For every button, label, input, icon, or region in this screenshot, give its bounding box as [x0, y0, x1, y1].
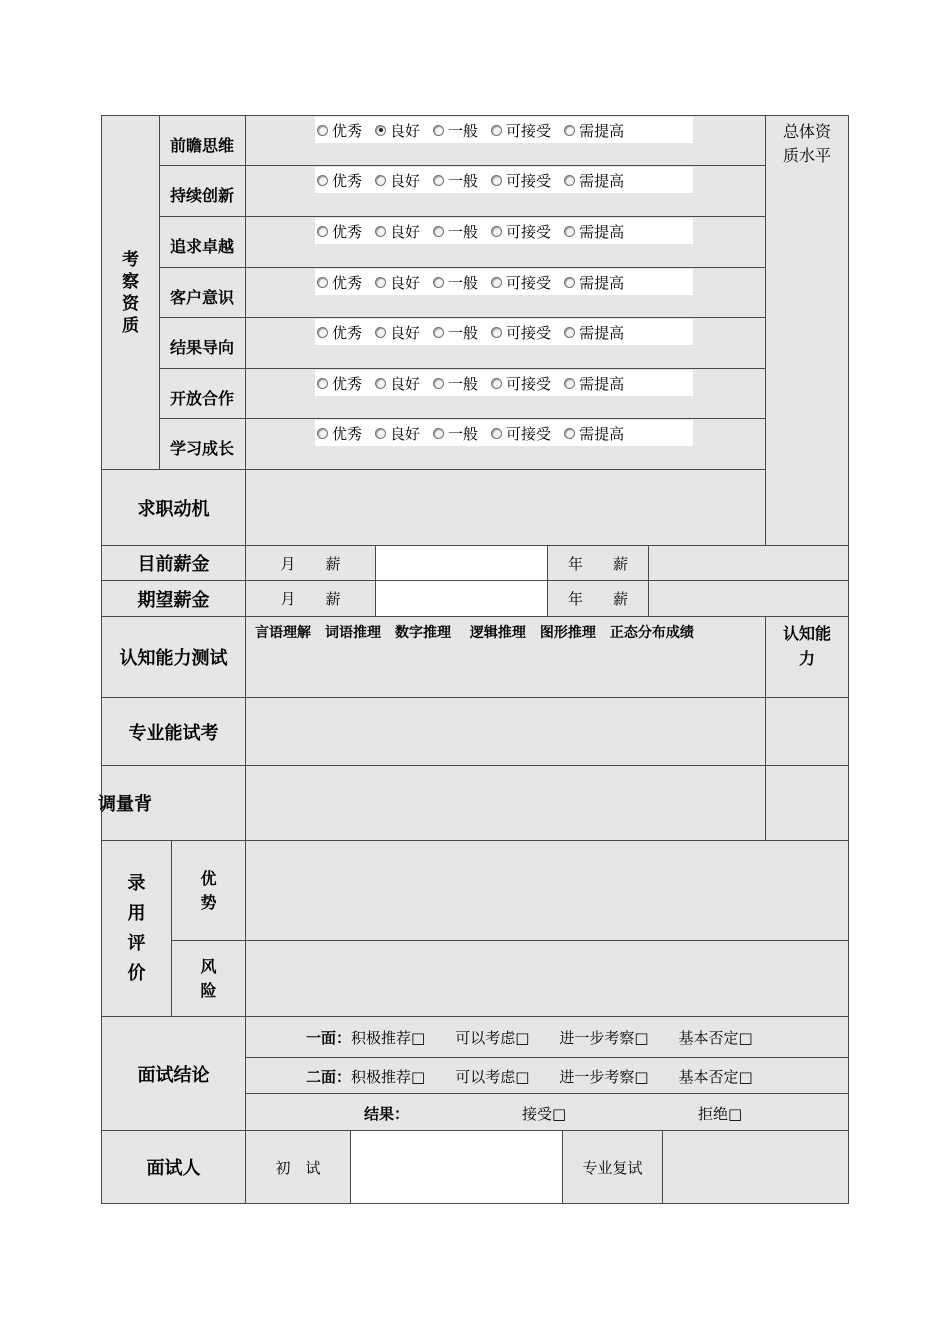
rating-option-label: 需提高 [579, 121, 625, 140]
rating-option[interactable] [433, 322, 478, 343]
rating-radio-group [315, 167, 693, 193]
quality-item-label: 客户意识 [159, 267, 246, 319]
radio-button-icon[interactable] [317, 428, 328, 439]
result-prefix: 结果： [364, 1105, 410, 1123]
rating-option-label: 优秀 [332, 171, 363, 190]
conclusion-label: 面试结论 [101, 1016, 246, 1131]
rating-option[interactable] [564, 423, 624, 444]
rating-option-label: 一般 [448, 273, 479, 292]
rating-option[interactable] [491, 120, 551, 141]
overall-quality-label: 总体资质水平 [782, 122, 831, 165]
rating-option[interactable] [491, 272, 551, 293]
rating-option-label: 可接受 [506, 323, 552, 342]
current-yearly-input[interactable] [648, 545, 849, 581]
vertical-char: 用 [127, 902, 146, 924]
rating-option-label: 良好 [390, 374, 421, 393]
radio-button-icon[interactable] [564, 378, 575, 389]
background-check-label: 调量背 [98, 794, 152, 815]
radio-button-icon[interactable] [564, 175, 575, 186]
radio-button-icon[interactable] [491, 226, 502, 237]
rating-radio-group [315, 319, 693, 345]
result-reject[interactable]: 拒绝□ [698, 1105, 743, 1123]
rating-option[interactable] [433, 272, 478, 293]
background-check-label-cell [98, 765, 246, 841]
rating-option-label: 优秀 [332, 323, 363, 342]
expected-yearly-input[interactable] [648, 580, 849, 617]
overall-quality-cell [765, 115, 849, 546]
rating-option[interactable] [317, 170, 362, 191]
strength-label-cell [171, 840, 246, 941]
radio-button-icon[interactable] [491, 125, 502, 136]
radio-button-icon[interactable] [433, 428, 444, 439]
rating-option-label: 优秀 [332, 222, 363, 241]
professional-test-content[interactable] [245, 697, 766, 766]
radio-button-icon[interactable] [433, 277, 444, 288]
radio-button-icon[interactable] [317, 327, 328, 338]
rating-option[interactable] [433, 170, 478, 191]
rating-option-label: 可接受 [506, 121, 552, 140]
rating-option-label: 一般 [448, 171, 479, 190]
rating-option[interactable] [317, 221, 362, 242]
vertical-char: 险 [200, 980, 217, 1000]
rating-option-label: 可接受 [506, 273, 552, 292]
risk-vertical-text [172, 941, 245, 1016]
rating-option-label: 一般 [448, 121, 479, 140]
rating-option-label: 需提高 [579, 222, 625, 241]
radio-button-icon[interactable] [433, 327, 444, 338]
background-check-content[interactable] [245, 765, 766, 841]
rating-option[interactable] [375, 221, 420, 242]
rating-option-label: 一般 [448, 222, 479, 241]
radio-button-icon[interactable] [375, 125, 386, 136]
radio-button-icon[interactable] [317, 226, 328, 237]
rating-option-label: 良好 [390, 171, 421, 190]
current-salary-label: 目前薪金 [101, 545, 246, 581]
second-interview-prefix: 二面： [306, 1068, 352, 1086]
rating-option-label: 优秀 [332, 121, 363, 140]
cognitive-side-label: 认知能力 [782, 624, 831, 668]
rating-option-label: 良好 [390, 273, 421, 292]
radio-button-icon[interactable] [375, 428, 386, 439]
vertical-char: 录 [127, 872, 146, 894]
rating-option[interactable] [317, 373, 362, 394]
radio-button-icon[interactable] [375, 226, 386, 237]
first-interview-row [245, 1016, 849, 1058]
radio-button-icon[interactable] [491, 175, 502, 186]
rating-option[interactable] [375, 322, 420, 343]
radio-button-icon[interactable] [564, 327, 575, 338]
rating-option[interactable] [491, 221, 551, 242]
first-round-label: 初 试 [245, 1130, 351, 1204]
professional-side-cell [765, 697, 849, 766]
professional-round-interviewer-input[interactable] [662, 1130, 849, 1204]
qualities-vertical-text [102, 116, 159, 469]
rating-option-label: 良好 [390, 222, 421, 241]
rating-option[interactable] [317, 120, 362, 141]
radio-button-icon[interactable] [317, 378, 328, 389]
radio-button-icon[interactable] [491, 378, 502, 389]
radio-button-icon[interactable] [317, 175, 328, 186]
quality-item-label: 持续创新 [159, 165, 246, 217]
vertical-char: 优 [200, 868, 217, 888]
rating-option[interactable] [564, 120, 624, 141]
radio-button-icon[interactable] [564, 428, 575, 439]
radio-button-icon[interactable] [433, 125, 444, 136]
rating-radio-group [315, 420, 693, 446]
rating-option-label: 需提高 [579, 273, 625, 292]
vertical-char: 风 [200, 956, 217, 976]
rating-radio-group [315, 370, 693, 396]
cognitive-test-content [245, 616, 766, 698]
hiring-evaluation-vertical-text [102, 841, 171, 1016]
quality-item-rating-cell [245, 317, 766, 369]
motivation-content[interactable] [245, 469, 766, 546]
rating-option-label: 可接受 [506, 171, 552, 190]
vertical-char: 势 [200, 892, 217, 912]
radio-button-icon[interactable] [317, 277, 328, 288]
rating-option-label: 可接受 [506, 374, 552, 393]
vertical-char: 价 [127, 962, 146, 984]
rating-option-label: 需提高 [579, 374, 625, 393]
current-yearly-label: 年 薪 [547, 545, 649, 581]
rating-option[interactable] [564, 373, 624, 394]
rating-option[interactable] [433, 120, 478, 141]
quality-item-rating-cell [245, 267, 766, 319]
strength-content[interactable] [245, 840, 849, 941]
rating-option-label: 一般 [448, 374, 479, 393]
rating-option[interactable] [564, 170, 624, 191]
rating-option[interactable] [491, 170, 551, 191]
radio-button-icon[interactable] [491, 277, 502, 288]
rating-option[interactable] [491, 322, 551, 343]
first-interview-prefix: 一面： [306, 1029, 352, 1047]
vertical-char: 评 [127, 932, 146, 954]
radio-button-icon[interactable] [375, 175, 386, 186]
result-accept[interactable]: 接受□ [522, 1105, 567, 1123]
cognitive-tests-line: 言语理解 词语推理 数字推理 逻辑推理 图形推理 正态分布成绩 [255, 625, 694, 641]
risk-content[interactable] [245, 940, 849, 1017]
hiring-evaluation-label-cell [101, 840, 172, 1017]
background-side-cell [765, 765, 849, 841]
quality-item-rating-cell [245, 216, 766, 268]
risk-label-cell [171, 940, 246, 1017]
radio-button-icon[interactable] [564, 226, 575, 237]
cognitive-test-label: 认知能力测试 [101, 616, 246, 698]
vertical-char: 资 [122, 293, 139, 314]
quality-item-label: 追求卓越 [159, 216, 246, 268]
vertical-char: 质 [122, 315, 139, 336]
vertical-char: 察 [122, 271, 139, 292]
rating-option-label: 需提高 [579, 424, 625, 443]
result-row [245, 1093, 849, 1131]
rating-option-label: 需提高 [579, 323, 625, 342]
rating-option[interactable] [491, 423, 551, 444]
rating-option[interactable] [317, 423, 362, 444]
radio-button-icon[interactable] [433, 175, 444, 186]
rating-option-label: 可接受 [506, 424, 552, 443]
radio-button-icon[interactable] [491, 428, 502, 439]
rating-radio-group [315, 269, 693, 295]
rating-option[interactable] [317, 272, 362, 293]
rating-radio-group [315, 218, 693, 244]
rating-option[interactable] [375, 170, 420, 191]
rating-radio-group [315, 117, 693, 143]
rating-option[interactable] [491, 373, 551, 394]
radio-button-icon[interactable] [433, 378, 444, 389]
vertical-char: 考 [122, 249, 139, 270]
rating-option-label: 良好 [390, 323, 421, 342]
professional-round-label: 专业复试 [562, 1130, 663, 1204]
quality-item-rating-cell [245, 115, 766, 167]
rating-option[interactable] [433, 423, 478, 444]
quality-item-rating-cell [245, 165, 766, 217]
rating-option[interactable] [375, 373, 420, 394]
rating-option[interactable] [564, 322, 624, 343]
rating-option-label: 一般 [448, 424, 479, 443]
rating-option-label: 优秀 [332, 273, 363, 292]
rating-option-label: 良好 [390, 121, 421, 140]
rating-option[interactable] [375, 272, 420, 293]
radio-button-icon[interactable] [375, 277, 386, 288]
radio-button-icon[interactable] [433, 226, 444, 237]
qualities-section-label [101, 115, 160, 470]
strength-vertical-text [172, 841, 245, 940]
quality-item-label: 学习成长 [159, 418, 246, 470]
first-round-interviewer-input[interactable] [350, 1130, 563, 1204]
radio-button-icon[interactable] [564, 125, 575, 136]
rating-option[interactable] [564, 272, 624, 293]
radio-button-icon[interactable] [375, 327, 386, 338]
rating-option[interactable] [433, 221, 478, 242]
second-interview-row [245, 1057, 849, 1094]
rating-option-label: 可接受 [506, 222, 552, 241]
rating-option-label: 一般 [448, 323, 479, 342]
rating-option[interactable] [433, 373, 478, 394]
rating-option-label: 良好 [390, 424, 421, 443]
rating-option[interactable] [564, 221, 624, 242]
radio-button-icon[interactable] [375, 378, 386, 389]
professional-test-label: 专业能试考 [101, 697, 246, 766]
current-monthly-input[interactable] [375, 545, 548, 581]
expected-monthly-input[interactable] [375, 580, 548, 617]
quality-item-label: 结果导向 [159, 317, 246, 369]
quality-item-rating-cell [245, 368, 766, 420]
second-interview-options[interactable]: 积极推荐□ 可以考虑□ 进一步考察□ 基本否定□ [351, 1068, 753, 1086]
interviewer-label: 面试人 [101, 1130, 246, 1204]
rating-option[interactable] [375, 120, 420, 141]
rating-option-label: 需提高 [579, 171, 625, 190]
radio-button-icon[interactable] [564, 277, 575, 288]
first-interview-options[interactable]: 积极推荐□ 可以考虑□ 进一步考察□ 基本否定□ [351, 1029, 753, 1047]
expected-yearly-label: 年 薪 [547, 580, 649, 617]
quality-item-label: 前瞻思维 [159, 115, 246, 167]
current-monthly-label: 月 薪 [245, 545, 376, 581]
cognitive-side-cell [765, 616, 849, 698]
rating-option[interactable] [317, 322, 362, 343]
rating-option-label: 优秀 [332, 424, 363, 443]
rating-option-label: 优秀 [332, 374, 363, 393]
motivation-label: 求职动机 [101, 469, 246, 546]
radio-button-icon[interactable] [317, 125, 328, 136]
quality-item-rating-cell [245, 418, 766, 470]
expected-salary-label: 期望薪金 [101, 580, 246, 617]
radio-button-icon[interactable] [491, 327, 502, 338]
interview-evaluation-form [98, 115, 849, 1204]
expected-monthly-label: 月 薪 [245, 580, 376, 617]
quality-item-label: 开放合作 [159, 368, 246, 420]
rating-option[interactable] [375, 423, 420, 444]
